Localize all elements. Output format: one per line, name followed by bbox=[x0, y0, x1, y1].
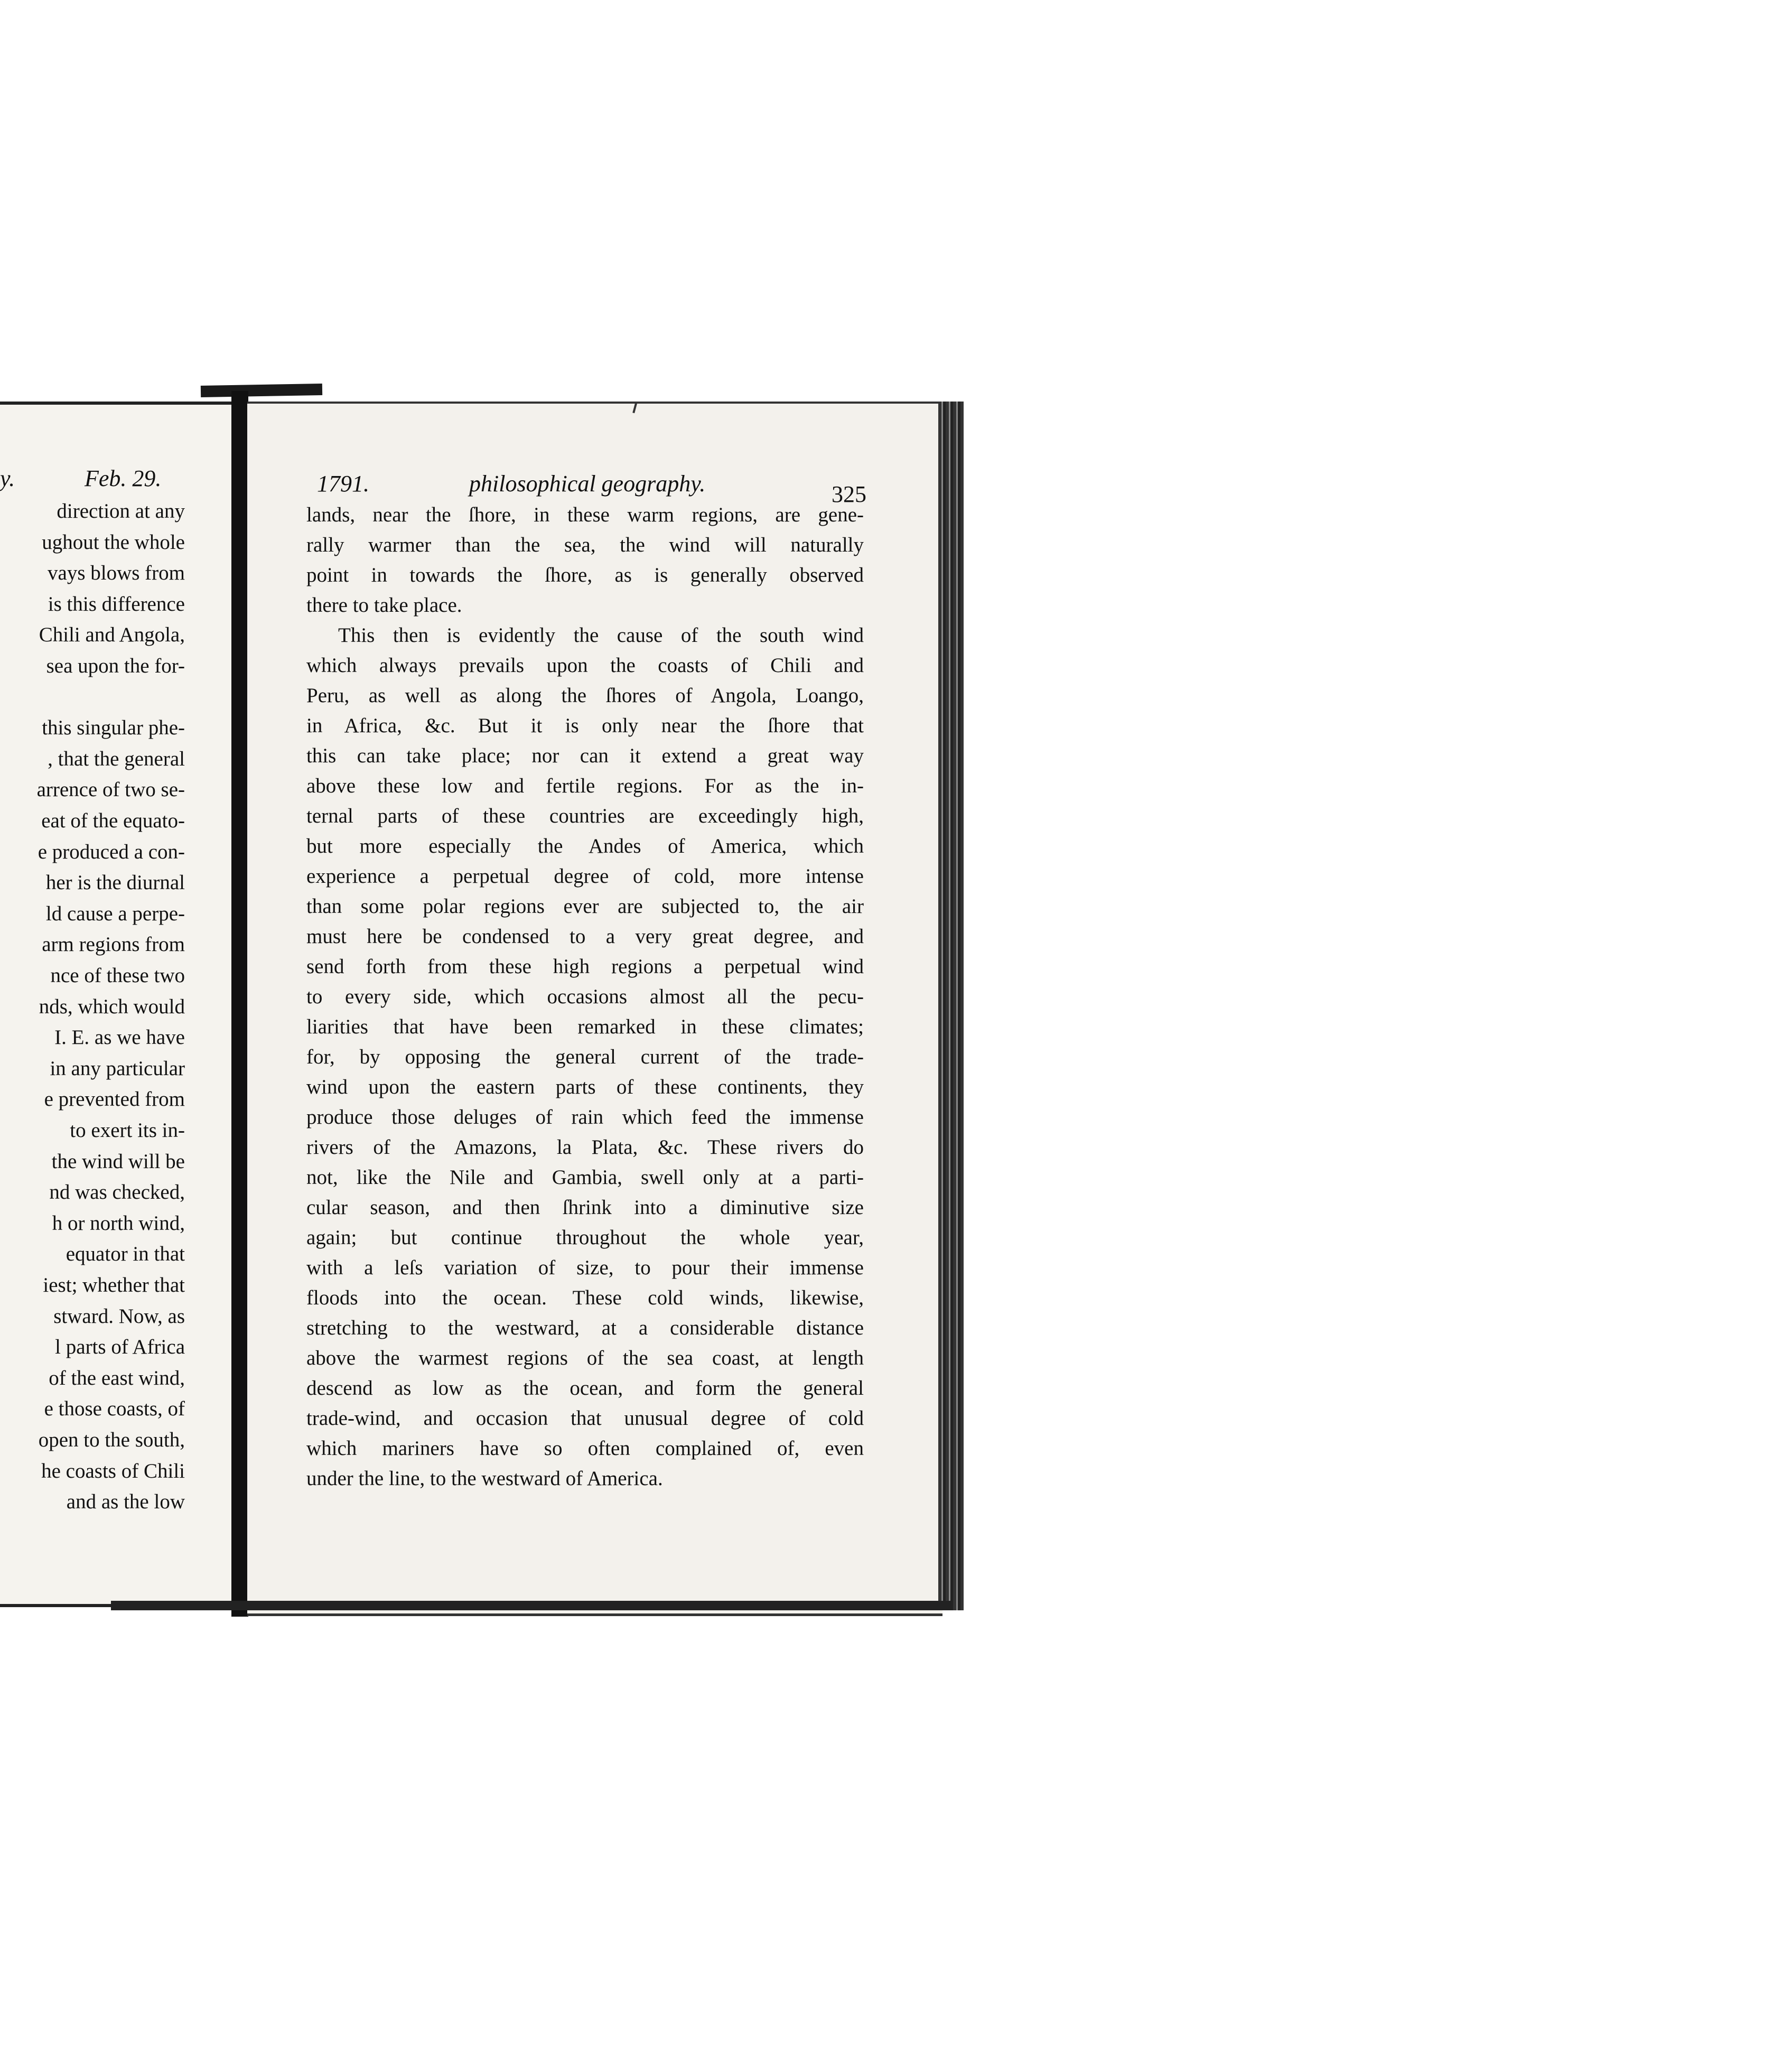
left-text-line: nce of these two bbox=[50, 964, 185, 987]
running-head-year: 1791. bbox=[317, 471, 369, 497]
left-text-line: e those coasts, of bbox=[44, 1397, 185, 1421]
right-text-line: must here be condensed to a very great degree, and bbox=[306, 925, 864, 948]
left-text-line: to exert its in- bbox=[70, 1119, 185, 1142]
right-text-line: rally warmer than the sea, the wind will naturally bbox=[306, 534, 864, 556]
left-text-line: ld cause a perpe- bbox=[45, 902, 185, 925]
left-text-line: iest; whether that bbox=[43, 1274, 185, 1296]
left-text-line: he coasts of Chili bbox=[41, 1459, 185, 1482]
book-spine-cap bbox=[201, 384, 322, 397]
right-text-line: send forth from these high regions a perpetual wind bbox=[306, 955, 864, 978]
right-text-line: lands, near the ſhore, in these warm regions, are gene- bbox=[306, 503, 864, 526]
right-text-line: wind upon the eastern parts of these continents, they bbox=[306, 1076, 864, 1098]
left-text-line: e prevented from bbox=[44, 1088, 185, 1111]
right-text-line: with a leſs variation of size, to pour their immense bbox=[306, 1256, 864, 1279]
right-text-line: cular season, and then ſhrink into a diminutive size bbox=[306, 1196, 864, 1219]
left-text-line: Chili and Angola, bbox=[39, 623, 185, 647]
left-text-line: her is the diurnal bbox=[45, 871, 185, 894]
left-text-line: , that the general bbox=[48, 747, 185, 770]
running-head-title: philosophical geography. bbox=[469, 471, 706, 497]
left-text-line: of the east wind, bbox=[49, 1366, 185, 1389]
page-number: 325 bbox=[832, 481, 866, 507]
left-text-line: arrence of two se- bbox=[36, 778, 185, 801]
right-text-line: descend as low as the ocean, and form the general bbox=[306, 1377, 864, 1400]
left-text-line: arm regions from bbox=[42, 933, 185, 956]
right-text-line: not, like the Nile and Gambia, swell only at a parti- bbox=[306, 1166, 864, 1189]
left-text-line: I. E. as we have bbox=[54, 1026, 185, 1049]
left-running-date: Feb. 29. bbox=[85, 465, 162, 491]
right-text-line: under the line, to the westward of America. bbox=[306, 1467, 663, 1490]
right-text-line: than some polar regions ever are subjected to, the air bbox=[306, 895, 864, 918]
left-text-line: nds, which would bbox=[39, 995, 185, 1018]
right-text-line: in Africa, &c. But it is only near the ſhore that bbox=[306, 714, 864, 737]
left-text-line: and as the low bbox=[66, 1490, 185, 1514]
page-edges bbox=[938, 402, 964, 1610]
left-text-line: eat of the equato- bbox=[41, 809, 185, 832]
left-running-head: y. bbox=[0, 465, 15, 491]
right-text-line: but more especially the Andes of America, which bbox=[306, 835, 864, 857]
right-text-line: above these low and fertile regions. For as the in- bbox=[306, 775, 864, 797]
right-text-line: this can take place; nor can it extend a great way bbox=[306, 744, 864, 767]
left-text-line: direction at any bbox=[57, 500, 185, 523]
left-text-line: equator in that bbox=[66, 1243, 185, 1266]
right-text-line: Peru, as well as along the ſhores of Angola, Loango, bbox=[306, 684, 864, 707]
left-text-line: e produced a con- bbox=[38, 840, 185, 863]
right-text-line: to every side, which occasions almost all the pecu- bbox=[306, 985, 864, 1008]
left-text-line: the wind will be bbox=[51, 1150, 185, 1173]
right-text-line: again; but continue throughout the whole year, bbox=[306, 1226, 864, 1249]
left-text-line: is this difference bbox=[48, 592, 185, 615]
right-text-line: experience a perpetual degree of cold, more intense bbox=[306, 865, 864, 888]
left-text-line: vays blows from bbox=[48, 562, 185, 585]
right-text-line: produce those deluges of rain which feed the immense bbox=[306, 1106, 864, 1128]
book-bottom-edge bbox=[111, 1601, 951, 1610]
right-text-line: stretching to the westward, at a considerable distance bbox=[306, 1317, 864, 1339]
right-text-line: liarities that have been remarked in these climates; bbox=[306, 1015, 864, 1038]
right-text-line: ternal parts of these countries are exceedingly high, bbox=[306, 805, 864, 827]
right-text-line: trade-wind, and occasion that unusual degree of cold bbox=[306, 1407, 864, 1430]
right-text-line: point in towards the ſhore, as is generally observed bbox=[306, 564, 864, 586]
left-text-line: nd was checked, bbox=[49, 1181, 185, 1204]
right-text-line: rivers of the Amazons, la Plata, &c. These rivers do bbox=[306, 1136, 864, 1159]
left-text-line: l parts of Africa bbox=[55, 1336, 185, 1359]
right-text-line: above the warmest regions of the sea coast, at length bbox=[306, 1347, 864, 1369]
left-text-line: ughout the whole bbox=[42, 530, 185, 554]
left-text-line: h or north wind, bbox=[52, 1211, 185, 1235]
left-text-line: in any particular bbox=[50, 1057, 185, 1080]
left-text-line: sea upon the for- bbox=[46, 655, 185, 677]
right-text-line: which mariners have so often complained of, even bbox=[306, 1437, 864, 1460]
right-text-line: there to take place. bbox=[306, 594, 462, 617]
book-spine bbox=[231, 391, 248, 1617]
right-text-line: for, by opposing the general current of the trade- bbox=[306, 1046, 864, 1068]
left-text-line: stward. Now, as bbox=[53, 1304, 185, 1328]
right-text-line: This then is evidently the cause of the south wind bbox=[338, 624, 864, 647]
left-text-line: this singular phe- bbox=[42, 716, 185, 740]
right-text-line: which always prevails upon the coasts of Chili and bbox=[306, 654, 864, 677]
left-text-line: open to the south, bbox=[38, 1429, 185, 1451]
right-text-line: floods into the ocean. These cold winds, likewise, bbox=[306, 1286, 864, 1309]
